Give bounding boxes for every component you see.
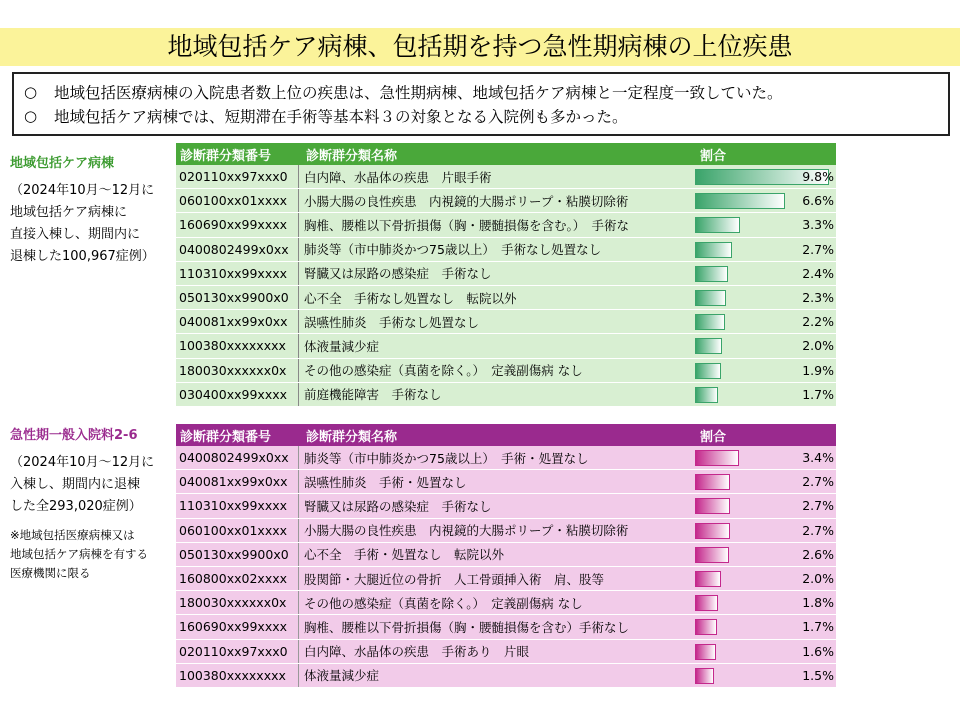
row-name: 心不全 手術・処置なし 転院以外: [304, 547, 505, 563]
percentage-bar: [695, 571, 721, 587]
percentage-bar: [695, 242, 732, 258]
summary-line: [24, 104, 938, 128]
row-code: 0400802499x0xx: [176, 238, 299, 261]
row-code: 0400802499x0xx: [176, 446, 299, 469]
table-body: [176, 165, 836, 407]
row-percentage: 2.7%: [802, 241, 834, 257]
row-bar-cell: [691, 470, 836, 493]
row-code: 020110xx97xxx0: [176, 165, 299, 188]
table-row: [176, 567, 836, 591]
table-row: [176, 664, 836, 688]
row-code: 160690xx99xxxx: [176, 615, 299, 638]
row-name: 胸椎、腰椎以下骨折損傷（胸・腰髄損傷を含む）手術なし: [304, 619, 630, 635]
section-note-acute-care: [10, 452, 154, 518]
row-bar-cell: [691, 238, 836, 261]
row-bar-cell: [691, 494, 836, 517]
row-bar-cell: [691, 640, 836, 663]
row-code: 050130xx9900x0: [176, 286, 299, 309]
row-bar-cell: [691, 446, 836, 469]
row-code: 110310xx99xxxx: [176, 262, 299, 285]
table-header: [176, 424, 836, 446]
table-acute-care: [176, 424, 836, 688]
row-code: 160690xx99xxxx: [176, 213, 299, 236]
row-percentage: 1.5%: [802, 667, 834, 683]
percentage-bar: [695, 266, 728, 282]
row-bar-cell: [691, 664, 836, 687]
row-name: 誤嚥性肺炎 手術なし処置なし: [304, 314, 480, 330]
row-percentage: 1.9%: [802, 362, 834, 378]
note-line: 直接入棟し、期間内に: [10, 227, 141, 242]
row-percentage: 2.3%: [802, 290, 834, 306]
row-percentage: 2.7%: [802, 498, 834, 514]
row-code: 180030xxxxxx0x: [176, 359, 299, 382]
note-line: （2024年10月～12月に: [10, 183, 155, 198]
row-bar-cell: [691, 286, 836, 309]
summary-line: [24, 80, 938, 104]
row-code: 160800xx02xxxx: [176, 567, 299, 590]
header-pct: 割合: [700, 148, 727, 164]
row-bar-cell: [691, 567, 836, 590]
percentage-bar: [695, 387, 718, 403]
table-row: [176, 165, 836, 189]
row-bar-cell: [691, 213, 836, 236]
percentage-bar: [695, 668, 714, 684]
row-percentage: 2.7%: [802, 474, 834, 490]
row-percentage: 1.7%: [802, 619, 834, 635]
row-name: 腎臓又は尿路の感染症 手術なし: [304, 266, 492, 282]
row-percentage: 3.3%: [802, 217, 834, 233]
percentage-bar: [695, 314, 725, 330]
row-percentage: 1.6%: [802, 643, 834, 659]
row-name: 体液量減少症: [304, 668, 380, 684]
footnote-line: 地域包括ケア病棟を有する: [10, 547, 148, 561]
section-title-acute-care: 急性期一般入院料2-6: [10, 428, 138, 443]
header-pct: 割合: [700, 429, 727, 445]
row-bar-cell: [691, 310, 836, 333]
row-bar-cell: [691, 615, 836, 638]
row-bar-cell: [691, 359, 836, 382]
summary-text: 地域包括医療病棟の入院患者数上位の疾患は、急性期病棟、地域包括ケア病棟と一定程度一致していた。: [54, 84, 783, 102]
table-row: [176, 359, 836, 383]
row-name: その他の感染症（真菌を除く。） 定義副傷病 なし: [304, 595, 583, 611]
percentage-bar: [695, 193, 785, 209]
percentage-bar: [695, 547, 729, 563]
note-line: （2024年10月～12月に: [10, 455, 155, 470]
row-code: 100380xxxxxxxx: [176, 334, 299, 357]
header-name: 診断群分類名称: [306, 429, 398, 445]
row-bar-cell: [691, 383, 836, 406]
percentage-bar: [695, 217, 740, 233]
table-row: [176, 310, 836, 334]
percentage-bar: [695, 290, 726, 306]
row-code: 100380xxxxxxxx: [176, 664, 299, 687]
percentage-bar: [695, 644, 716, 660]
percentage-bar: [695, 523, 730, 539]
percentage-bar: [695, 498, 730, 514]
row-code: 060100xx01xxxx: [176, 519, 299, 542]
table-row: [176, 615, 836, 639]
row-percentage: 2.2%: [802, 314, 834, 330]
row-code: 040081xx99x0xx: [176, 310, 299, 333]
row-bar-cell: [691, 189, 836, 212]
table-row: [176, 470, 836, 494]
row-bar-cell: [691, 519, 836, 542]
row-code: 030400xx99xxxx: [176, 383, 299, 406]
note-line: 退棟した100,967症例）: [10, 249, 155, 264]
row-name: 小腸大腸の良性疾患 内視鏡的大腸ポリープ・粘膜切除術: [304, 193, 629, 209]
row-bar-cell: [691, 334, 836, 357]
row-name: 白内障、水晶体の疾患 手術あり 片眼: [304, 644, 530, 660]
row-name: 腎臓又は尿路の感染症 手術なし: [304, 498, 492, 514]
note-line: した全293,020症例）: [10, 499, 142, 514]
row-percentage: 6.6%: [802, 193, 834, 209]
row-code: 060100xx01xxxx: [176, 189, 299, 212]
row-name: 体液量減少症: [304, 338, 380, 354]
row-percentage: 2.6%: [802, 546, 834, 562]
header-name: 診断群分類名称: [306, 148, 398, 164]
row-percentage: 2.0%: [802, 571, 834, 587]
row-percentage: 2.4%: [802, 265, 834, 281]
row-name: 誤嚥性肺炎 手術・処置なし: [304, 474, 467, 490]
table-row: [176, 286, 836, 310]
table-row: [176, 519, 836, 543]
row-code: 110310xx99xxxx: [176, 494, 299, 517]
header-code: 診断群分類番号: [180, 429, 272, 445]
row-name: 胸椎、腰椎以下骨折損傷（胸・腰髄損傷を含む。） 手術な: [304, 217, 630, 233]
row-name: 白内障、水晶体の疾患 片眼手術: [304, 169, 492, 185]
note-line: 入棟し、期間内に退棟: [10, 477, 141, 492]
table-body: [176, 446, 836, 688]
footnote-line: 医療機関に限る: [10, 566, 91, 580]
row-bar-cell: [691, 591, 836, 614]
table-row: [176, 238, 836, 262]
row-percentage: 9.8%: [802, 169, 834, 185]
row-percentage: 2.7%: [802, 522, 834, 538]
section-note-community-care: [10, 180, 155, 268]
row-bar-cell: [691, 543, 836, 566]
table-row: [176, 262, 836, 286]
circle-bullet-icon: ○: [24, 107, 38, 125]
percentage-bar: [695, 338, 722, 354]
table-row: [176, 334, 836, 358]
table-row: [176, 189, 836, 213]
section-title-community-care: 地域包括ケア病棟: [10, 156, 115, 171]
row-name: 心不全 手術なし処置なし 転院以外: [304, 290, 517, 306]
footnote-line: ※地域包括医療病棟又は: [10, 528, 135, 542]
table-row: [176, 543, 836, 567]
table-row: [176, 591, 836, 615]
row-code: 180030xxxxxx0x: [176, 591, 299, 614]
row-name: その他の感染症（真菌を除く。） 定義副傷病 なし: [304, 363, 583, 379]
row-name: 小腸大腸の良性疾患 内視鏡的大腸ポリープ・粘膜切除術: [304, 523, 629, 539]
row-bar-cell: [691, 165, 836, 188]
table-row: [176, 640, 836, 664]
row-code: 050130xx9900x0: [176, 543, 299, 566]
table-row: [176, 446, 836, 470]
percentage-bar: [695, 450, 739, 466]
table-row: [176, 494, 836, 518]
summary-box: [12, 72, 950, 136]
percentage-bar: [695, 619, 717, 635]
header-code: 診断群分類番号: [180, 148, 272, 164]
summary-text: 地域包括ケア病棟では、短期滞在手術等基本料３の対象となる入院例も多かった。: [54, 108, 628, 126]
row-percentage: 1.7%: [802, 386, 834, 402]
row-percentage: 3.4%: [802, 450, 834, 466]
row-name: 肺炎等（市中肺炎かつ75歳以上） 手術・処置なし: [304, 450, 589, 466]
percentage-bar: [695, 474, 730, 490]
table-row: [176, 383, 836, 407]
table-row: [176, 213, 836, 237]
row-name: 股関節・大腿近位の骨折 人工骨頭挿入術 肩、股等: [304, 571, 605, 587]
table-header: [176, 143, 836, 165]
row-percentage: 2.0%: [802, 338, 834, 354]
percentage-bar: [695, 363, 721, 379]
row-name: 前庭機能障害 手術なし: [304, 387, 442, 403]
footnote: [10, 526, 148, 583]
row-code: 040081xx99x0xx: [176, 470, 299, 493]
table-community-care: [176, 143, 836, 407]
circle-bullet-icon: ○: [24, 83, 38, 101]
row-percentage: 1.8%: [802, 595, 834, 611]
row-bar-cell: [691, 262, 836, 285]
percentage-bar: [695, 595, 718, 611]
page-title: 地域包括ケア病棟、包括期を持つ急性期病棟の上位疾患: [167, 32, 793, 61]
row-name: 肺炎等（市中肺炎かつ75歳以上） 手術なし処置なし: [304, 242, 602, 258]
note-line: 地域包括ケア病棟に: [10, 205, 128, 220]
row-code: 020110xx97xxx0: [176, 640, 299, 663]
